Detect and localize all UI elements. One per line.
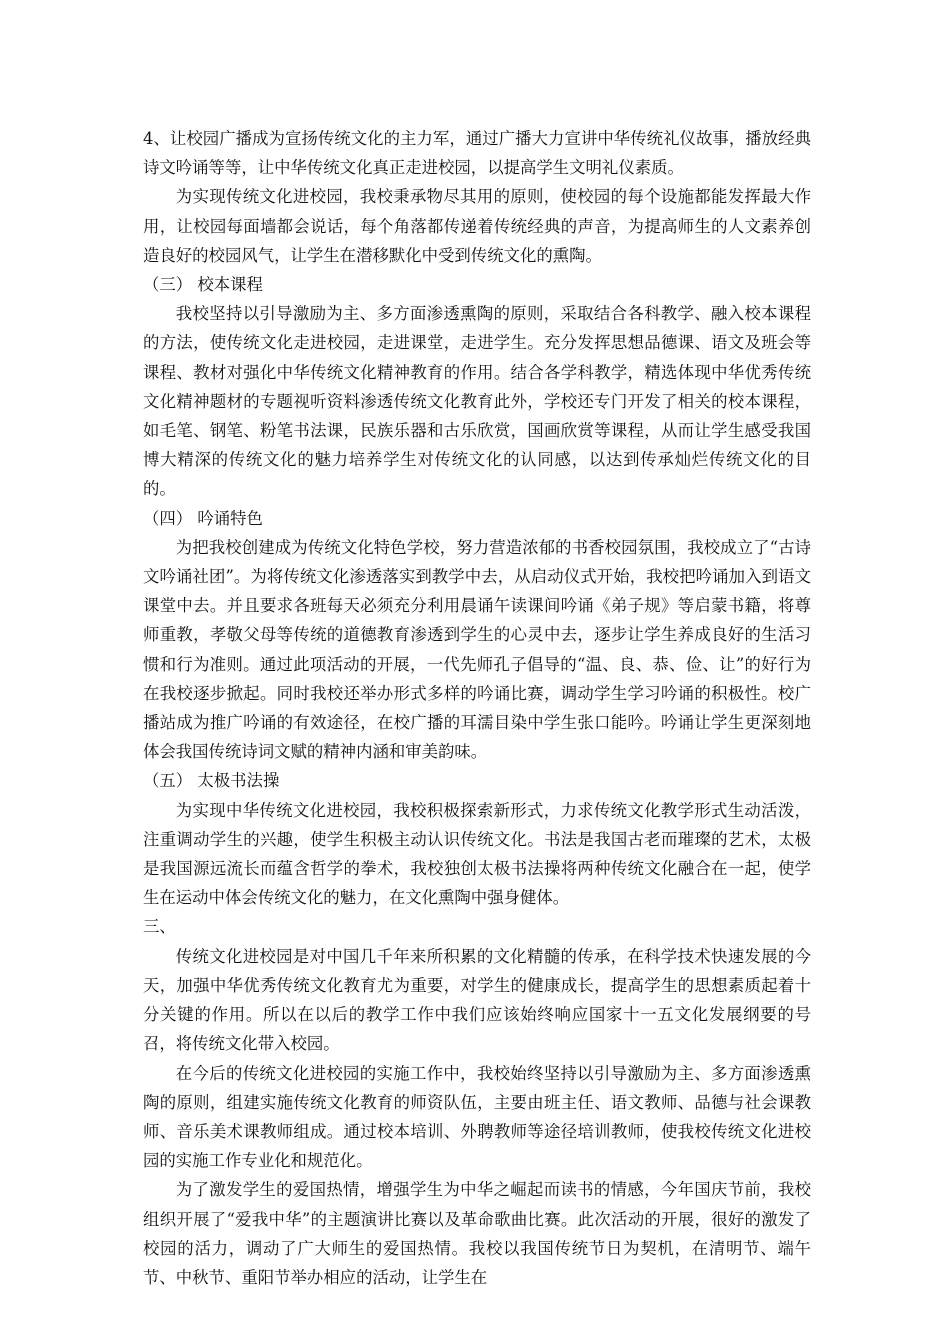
paragraph-teacher-team: 在今后的传统文化进校园的实施工作中，我校始终坚持以引导激励为主、多方面渗透熏陶的原则，组建实施传统文化教育的师资队伍，主要由班主任、语文教师、品德与社会课教师、音乐美术课教师组成。通过校本培训、外聘教师等途径培训教师，使我校传统文化进校园的实施工作专业化和规范化。 [143, 1063, 811, 1171]
section-heading-taiji-calligraphy: （五） 太极书法操 [143, 771, 280, 791]
paragraph-broadcast: 4、让校园广播成为宣扬传统文化的主力军，通过广播大力宣讲中华传统礼仪故事，播放经典诗文吟诵等等，让中华传统文化真正走进校园，以提高学生文明礼仪素质。 [143, 129, 811, 178]
paragraph-recitation: 为把我校创建成为传统文化特色学校，努力营造浓郁的书香校园氛围，我校成立了“古诗文吟诵社团”。为将传统文化渗透落实到教学中去，从启动仪式开始，我校把吟诵加入到语文课堂中去。并且要求各班每天必须充分利用晨诵午读课间吟诵《弟子规》等启蒙书籍，将尊师重教，孝敬父母等传统的道德教育渗透到学生的心灵中去，逐步让学生养成良好的生活习惯和行为准则。通过此项活动的开展，一代先师孔子倡导的“温、良、恭、俭、让”的好行为在我校逐步掀起。同时我校还举办形式多样的吟诵比赛，调动学生学习吟诵的积极性。校广播站成为推广吟诵的有效途径，在校广播的耳濡目染中学生张口能吟。吟诵让学生更深刻地体会我国传统诗词文赋的精神内涵和审美韵味。 [143, 537, 811, 762]
section-heading-school-curriculum: （三） 校本课程 [143, 275, 263, 295]
section-heading-recitation: （四） 吟诵特色 [143, 508, 263, 528]
section-heading-three: 三、 [143, 917, 176, 937]
paragraph-taiji-calligraphy: 为实现中华传统文化进校园，我校积极探索新形式，力求传统文化教学形式生动活泼，注重调动学生的兴趣，使学生积极主动认识传统文化。书法是我国古老而璀璨的艺术，太极是我国源远流长而蕴含哲学的拳术，我校独创太极书法操将两种传统文化融合在一起，使学生在运动中体会传统文化的魅力，在文化熏陶中强身健体。 [143, 800, 811, 908]
paragraph-facilities: 为实现传统文化进校园，我校秉承物尽其用的原则，使校园的每个设施都能发挥最大作用，让校园每面墙都会说话，每个角落都传递着传统经典的声音，为提高师生的人文素养创造良好的校园风气，让学生在潜移默化中受到传统文化的熏陶。 [143, 187, 811, 265]
document-page [143, 124, 811, 1292]
paragraph-school-curriculum: 我校坚持以引导激励为主、多方面渗透熏陶的原则，采取结合各科教学、融入校本课程的方法，使传统文化走进校园，走进课堂，走进学生。充分发挥思想品德课、语文及班会等课程、教材对强化中华传统文化精神教育的作用。结合各学科教学，精选体现中华优秀传统文化精神题材的专题视听资料渗透传统文化教育此外，学校还专门开发了相关的校本课程，如毛笔、钢笔、粉笔书法课，民族乐器和古乐欣赏，国画欣赏等课程，从而让学生感受我国博大精深的传统文化的魅力培养学生对传统文化的认同感，以达到传承灿烂传统文化的目的。 [143, 304, 811, 499]
paragraph-patriotic-activities: 为了激发学生的爱国热情，增强学生为中华之崛起而读书的情感，今年国庆节前，我校组织开展了“爱我中华”的主题演讲比赛以及革命歌曲比赛。此次活动的开展，很好的激发了校园的活力，调动了广大师生的爱国热情。我校以我国传统节日为契机，在清明节、端午节、中秋节、重阳节举办相应的活动，让学生在 [143, 1180, 811, 1287]
paragraph-conclusion: 传统文化进校园是对中国几千年来所积累的文化精髓的传承，在科学技术快速发展的今天，加强中华优秀传统文化教育尤为重要，对学生的健康成长，提高学生的思想素质起着十分关键的作用。所以在以后的教学工作中我们应该始终响应国家十一五文化发展纲要的号召，将传统文化带入校园。 [143, 946, 811, 1054]
